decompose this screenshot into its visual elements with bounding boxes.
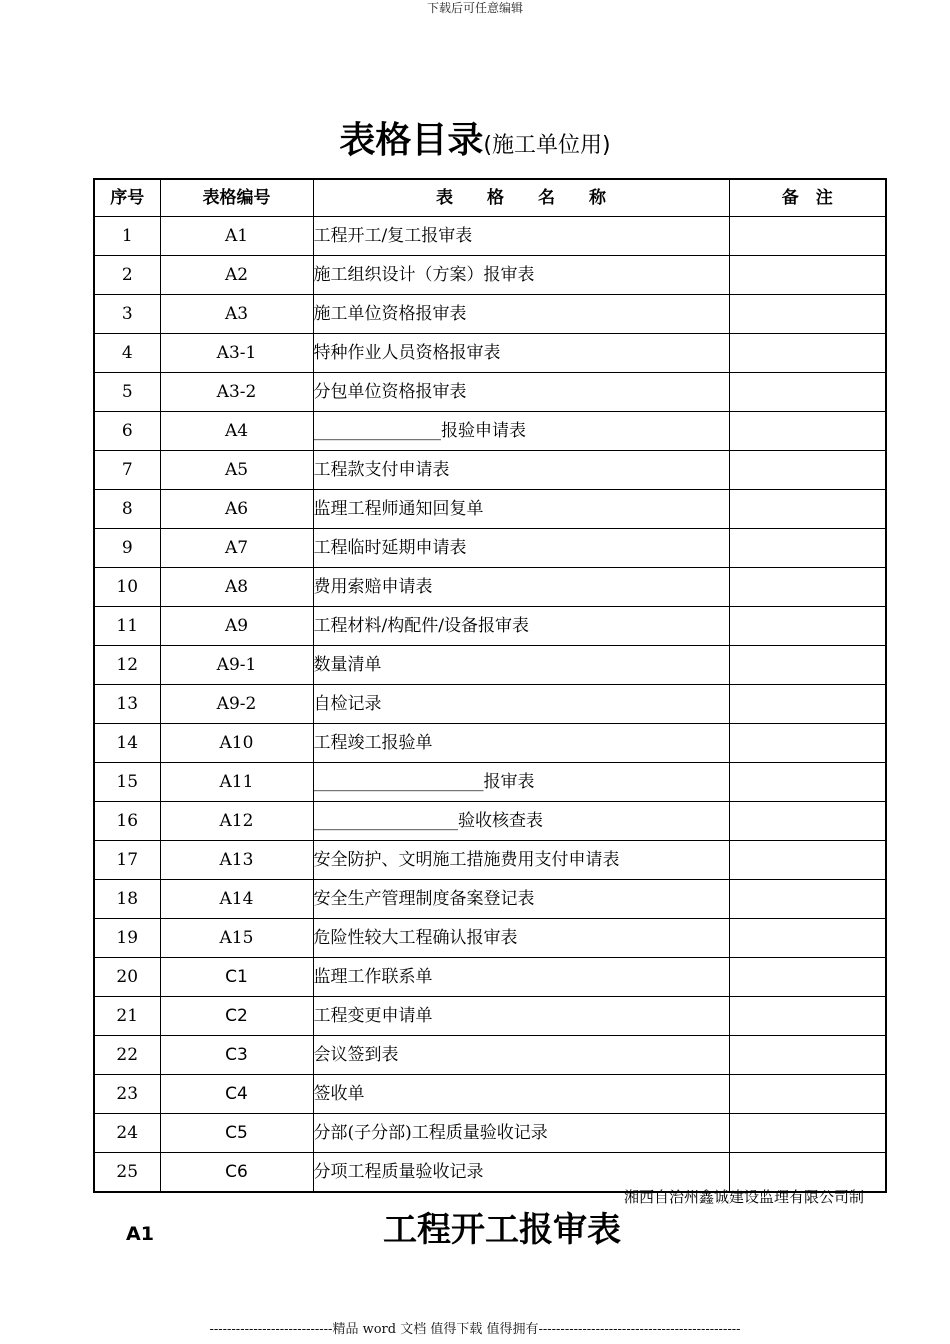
row-form-code: C1 [160, 958, 313, 997]
table-row [94, 802, 886, 841]
header-remarks: 备 注 [729, 179, 886, 217]
row-form-code: A8 [160, 568, 313, 607]
row-number: 10 [94, 568, 160, 607]
row-number: 25 [94, 1153, 160, 1193]
header-number: 序号 [94, 179, 160, 217]
row-remarks [729, 217, 886, 256]
table-row [94, 763, 886, 802]
row-form-code: A9 [160, 607, 313, 646]
row-remarks [729, 295, 886, 334]
row-remarks [729, 568, 886, 607]
table-row [94, 958, 886, 997]
row-form-code: A6 [160, 490, 313, 529]
row-remarks [729, 958, 886, 997]
row-number: 15 [94, 763, 160, 802]
row-form-code: C3 [160, 1036, 313, 1075]
row-form-name: 监理工作联系单 [313, 958, 729, 997]
row-form-code: A4 [160, 412, 313, 451]
row-number: 1 [94, 217, 160, 256]
row-remarks [729, 802, 886, 841]
table-row [94, 412, 886, 451]
row-remarks [729, 646, 886, 685]
table-row [94, 1036, 886, 1075]
row-remarks [729, 1036, 886, 1075]
row-number: 14 [94, 724, 160, 763]
row-form-name: 施工组织设计（方案）报审表 [313, 256, 729, 295]
row-form-name: 工程款支付申请表 [313, 451, 729, 490]
table-row [94, 997, 886, 1036]
row-form-name: 安全生产管理制度备案登记表 [313, 880, 729, 919]
row-remarks [729, 880, 886, 919]
company-credit: 湘西自治州鑫诚建设监理有限公司制 [623, 1188, 864, 1206]
row-form-name: 数量清单 [313, 646, 729, 685]
row-remarks [729, 1075, 886, 1114]
table-row [94, 646, 886, 685]
row-form-name: 特种作业人员资格报审表 [313, 334, 729, 373]
row-form-name: 工程竣工报验单 [313, 724, 729, 763]
table-row [94, 295, 886, 334]
row-number: 3 [94, 295, 160, 334]
row-number: 21 [94, 997, 160, 1036]
row-remarks [729, 412, 886, 451]
row-form-code: A14 [160, 880, 313, 919]
row-form-code: A1 [160, 217, 313, 256]
table-row [94, 568, 886, 607]
row-number: 8 [94, 490, 160, 529]
row-form-name: 工程临时延期申请表 [313, 529, 729, 568]
title-sub: (施工单位用) [483, 133, 611, 158]
row-form-code: C2 [160, 997, 313, 1036]
row-form-name: 工程开工/复工报审表 [313, 217, 729, 256]
row-form-name: 签收单 [313, 1075, 729, 1114]
table-row [94, 529, 886, 568]
table-row [94, 334, 886, 373]
row-form-name: 工程材料/构配件/设备报审表 [313, 607, 729, 646]
row-number: 24 [94, 1114, 160, 1153]
table-row [94, 490, 886, 529]
row-form-code: A2 [160, 256, 313, 295]
table-body [94, 217, 886, 1193]
row-form-name: 安全防护、文明施工措施费用支付申请表 [313, 841, 729, 880]
row-form-name: _______________报验申请表 [313, 412, 729, 451]
row-form-code: A9-2 [160, 685, 313, 724]
table-row [94, 685, 886, 724]
table-row [94, 451, 886, 490]
header-form-code: 表格编号 [160, 179, 313, 217]
row-number: 6 [94, 412, 160, 451]
row-remarks [729, 607, 886, 646]
header-note: 下载后可任意编辑 [426, 1, 523, 15]
row-number: 19 [94, 919, 160, 958]
row-number: 5 [94, 373, 160, 412]
row-number: 16 [94, 802, 160, 841]
title-main: 表格目录 [339, 120, 484, 161]
row-form-name: 分部(子分部)工程质量验收记录 [313, 1114, 729, 1153]
row-form-code: A12 [160, 802, 313, 841]
table-row [94, 373, 886, 412]
row-remarks [729, 763, 886, 802]
row-form-name: ____________________报审表 [313, 763, 729, 802]
row-form-code: C5 [160, 1114, 313, 1153]
row-remarks [729, 529, 886, 568]
row-number: 22 [94, 1036, 160, 1075]
table-row [94, 1114, 886, 1153]
row-number: 12 [94, 646, 160, 685]
table-row [94, 919, 886, 958]
row-form-code: A10 [160, 724, 313, 763]
row-number: 13 [94, 685, 160, 724]
row-number: 17 [94, 841, 160, 880]
row-number: 9 [94, 529, 160, 568]
table-row [94, 217, 886, 256]
row-number: 18 [94, 880, 160, 919]
row-form-name: 监理工程师通知回复单 [313, 490, 729, 529]
table-row [94, 841, 886, 880]
row-number: 7 [94, 451, 160, 490]
row-number: 11 [94, 607, 160, 646]
row-form-name: 工程变更申请单 [313, 997, 729, 1036]
row-form-code: A13 [160, 841, 313, 880]
row-form-code: A3-2 [160, 373, 313, 412]
table-row [94, 724, 886, 763]
row-form-name: _________________验收核查表 [313, 802, 729, 841]
row-remarks [729, 1114, 886, 1153]
row-remarks [729, 256, 886, 295]
row-form-name: 分包单位资格报审表 [313, 373, 729, 412]
row-form-code: A3-1 [160, 334, 313, 373]
row-form-code: C4 [160, 1075, 313, 1114]
row-remarks [729, 685, 886, 724]
row-remarks [729, 334, 886, 373]
row-remarks [729, 997, 886, 1036]
row-form-name: 自检记录 [313, 685, 729, 724]
table-header-row [94, 179, 886, 217]
row-form-name: 分项工程质量验收记录 [313, 1153, 729, 1193]
row-form-code: A15 [160, 919, 313, 958]
row-form-code: A5 [160, 451, 313, 490]
row-form-code: C6 [160, 1153, 313, 1193]
row-form-code: A7 [160, 529, 313, 568]
form-catalog-table [93, 178, 887, 1193]
next-form-code: A1 [126, 1223, 154, 1245]
row-form-code: A3 [160, 295, 313, 334]
row-form-name: 施工单位资格报审表 [313, 295, 729, 334]
row-number: 2 [94, 256, 160, 295]
row-form-name: 危险性较大工程确认报审表 [313, 919, 729, 958]
next-form-title: 工程开工报审表 [383, 1210, 621, 1250]
row-remarks [729, 373, 886, 412]
table-row [94, 256, 886, 295]
row-remarks [729, 451, 886, 490]
row-form-code: A9-1 [160, 646, 313, 685]
row-remarks [729, 724, 886, 763]
document-title [0, 112, 950, 163]
row-form-name: 会议签到表 [313, 1036, 729, 1075]
table-row [94, 1075, 886, 1114]
header-form-name: 表 格 名 称 [313, 179, 729, 217]
row-number: 20 [94, 958, 160, 997]
row-number: 4 [94, 334, 160, 373]
footer-note: ----------------------------精品 word 文档 值得下载 值得拥有---------------------------------------------- [209, 1322, 741, 1337]
table-row [94, 607, 886, 646]
row-remarks [729, 490, 886, 529]
table-row [94, 880, 886, 919]
row-form-name: 费用索赔申请表 [313, 568, 729, 607]
row-remarks [729, 919, 886, 958]
row-number: 23 [94, 1075, 160, 1114]
row-remarks [729, 841, 886, 880]
row-form-code: A11 [160, 763, 313, 802]
